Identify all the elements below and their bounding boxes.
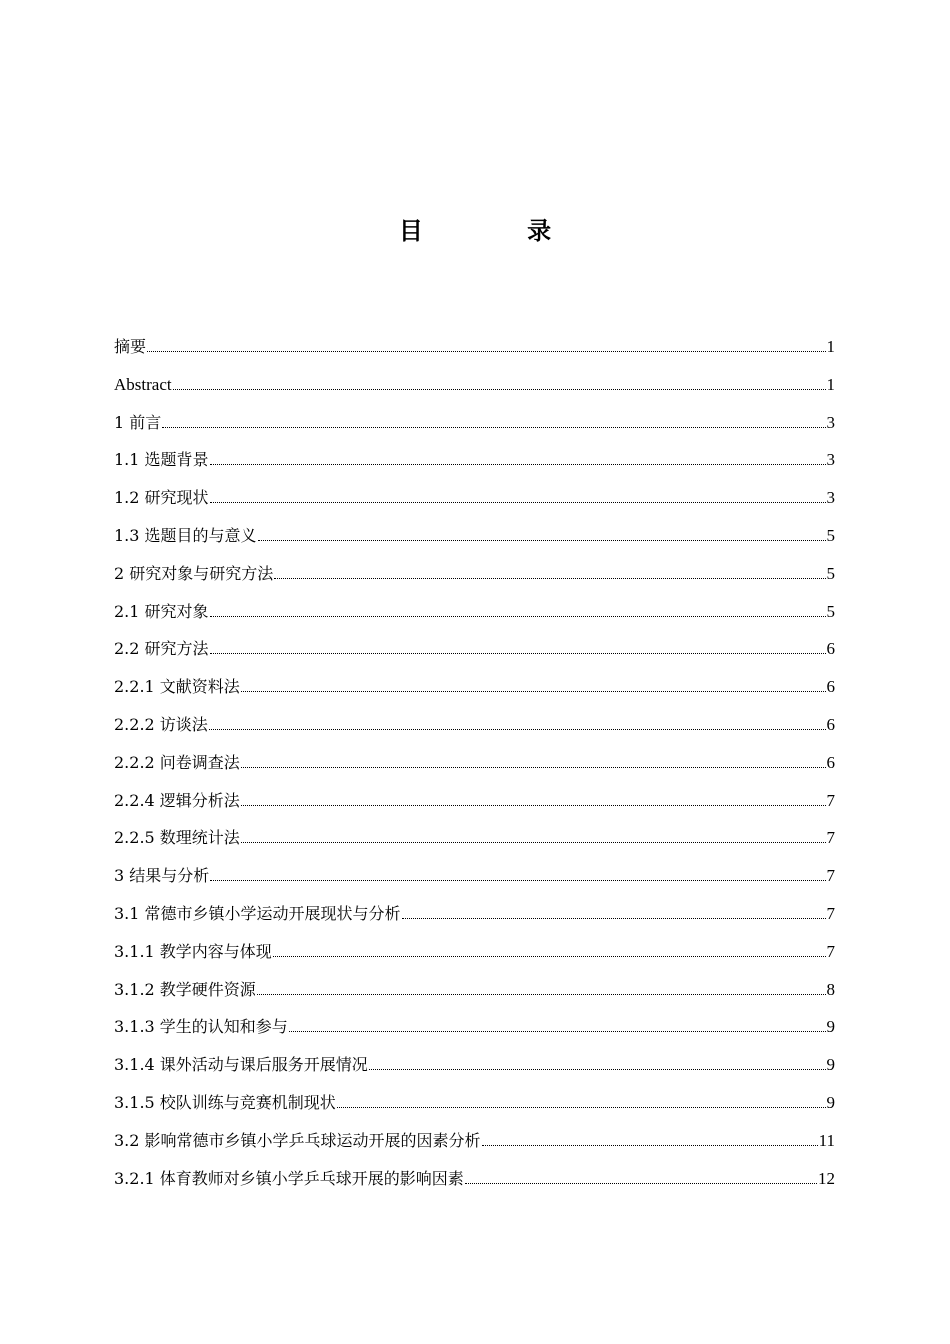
toc-entry[interactable] — [114, 372, 835, 410]
toc-entry-page-number: 1 — [826, 337, 835, 356]
toc-entry-label: 2.2.2 问卷调查法 — [114, 752, 240, 772]
toc-entry-label: Abstract — [114, 374, 172, 394]
toc-entry-label: 3.1.3 学生的认知和参与 — [114, 1017, 288, 1037]
toc-dot-leader — [210, 652, 826, 654]
toc-entry-page-number: 7 — [826, 941, 835, 961]
toc-entry[interactable] — [114, 561, 835, 599]
toc-entry-label: 3.1 常德市乡镇小学运动开展现状与分析 — [114, 903, 401, 923]
toc-entry-page-number: 5 — [826, 601, 835, 621]
toc-entry[interactable] — [114, 750, 835, 788]
toc-entry-page-number: 9 — [826, 1055, 835, 1075]
toc-entry-label: 3 结果与分析 — [114, 866, 210, 886]
toc-entry[interactable] — [114, 939, 835, 977]
toc-entry-label: 摘要 — [114, 337, 147, 356]
toc-dot-leader — [162, 426, 825, 428]
toc-entry-page-number: 1 — [826, 374, 835, 394]
toc-dot-leader — [210, 463, 826, 465]
toc-entry-label: 2.2.1 文献资料法 — [114, 677, 240, 697]
toc-entry-page-number: 7 — [826, 903, 835, 923]
toc-dot-leader — [273, 955, 826, 957]
toc-entry-page-number: 6 — [826, 639, 835, 659]
toc-entry-label: 1.3 选题目的与意义 — [114, 525, 257, 545]
toc-title: 目 录 — [398, 217, 600, 245]
toc-entry[interactable] — [114, 485, 835, 523]
toc-entry-page-number: 5 — [826, 525, 835, 545]
toc-dot-leader — [274, 577, 825, 579]
toc-entry-label: 3.1.5 校队训练与竞赛机制现状 — [114, 1092, 336, 1112]
toc-entry-label: 2.2.2 访谈法 — [114, 714, 208, 734]
toc-entry-label: 1.1 选题背景 — [114, 450, 209, 470]
toc-entry-page-number: 6 — [826, 677, 835, 697]
toc-entry-page-number: 3 — [826, 450, 835, 470]
toc-entry-label: 2.2 研究方法 — [114, 639, 209, 659]
toc-dot-leader — [241, 804, 826, 806]
toc-entry[interactable] — [114, 1052, 835, 1090]
toc-entry[interactable] — [114, 825, 835, 863]
toc-entry[interactable] — [114, 334, 835, 372]
toc-entry[interactable] — [114, 1014, 835, 1052]
toc-entry-page-number: 5 — [826, 563, 835, 583]
toc-entry[interactable] — [114, 977, 835, 1015]
toc-entry-page-number: 7 — [826, 866, 835, 886]
toc-dot-leader — [209, 728, 826, 730]
toc-entry-page-number: 8 — [826, 979, 835, 999]
toc-entry[interactable] — [114, 599, 835, 637]
toc-dot-leader — [257, 993, 826, 995]
toc-dot-leader — [173, 388, 826, 390]
toc-entry[interactable] — [114, 674, 835, 712]
toc-entry[interactable] — [114, 410, 835, 448]
toc-entry[interactable] — [114, 901, 835, 939]
toc-dot-leader — [465, 1182, 817, 1184]
toc-dot-leader — [241, 766, 826, 768]
toc-entry-label: 3.1.4 课外活动与课后服务开展情况 — [114, 1055, 368, 1075]
toc-dot-leader — [210, 615, 826, 617]
toc-entry-label: 2 研究对象与研究方法 — [114, 563, 274, 583]
toc-entry[interactable] — [114, 863, 835, 901]
toc-entry-page-number: 3 — [826, 488, 835, 508]
toc-entry-page-number: 12 — [818, 1168, 835, 1188]
toc-dot-leader — [147, 350, 825, 352]
toc-dot-leader — [289, 1030, 826, 1032]
toc-dot-leader — [210, 501, 826, 503]
toc-entry[interactable] — [114, 523, 835, 561]
toc-entry[interactable] — [114, 788, 835, 826]
toc-dot-leader — [210, 879, 825, 881]
toc-entry-page-number: 7 — [826, 790, 835, 810]
toc-entry-page-number: 7 — [826, 828, 835, 848]
toc-dot-leader — [258, 539, 826, 541]
toc-entry-label: 3.1.2 教学硬件资源 — [114, 979, 256, 999]
toc-entry-label: 2.2.4 逻辑分析法 — [114, 790, 240, 810]
toc-entry-page-number: 9 — [826, 1017, 835, 1037]
toc-entry-label: 1 前言 — [114, 412, 162, 432]
toc-dot-leader — [241, 690, 826, 692]
toc-entry-label: 1.2 研究现状 — [114, 488, 209, 508]
toc-entry-label: 3.1.1 教学内容与体现 — [114, 941, 272, 961]
toc-entry-page-number: 11 — [818, 1130, 835, 1150]
toc-entry[interactable] — [114, 636, 835, 674]
toc-entry-label: 2.1 研究对象 — [114, 601, 209, 621]
toc-entry-page-number: 6 — [826, 714, 835, 734]
toc-entry-label: 2.2.5 数理统计法 — [114, 828, 240, 848]
table-of-contents — [114, 334, 835, 1203]
toc-dot-leader — [369, 1068, 826, 1070]
toc-dot-leader — [402, 917, 826, 919]
toc-entry[interactable] — [114, 1166, 835, 1204]
toc-entry-label: 3.2 影响常德市乡镇小学乒乓球运动开展的因素分析 — [114, 1130, 481, 1150]
toc-entry[interactable] — [114, 447, 835, 485]
toc-entry-page-number: 9 — [826, 1092, 835, 1112]
toc-entry-page-number: 3 — [826, 412, 835, 432]
toc-entry[interactable] — [114, 1128, 835, 1166]
toc-entry-label: 3.2.1 体育教师对乡镇小学乒乓球开展的影响因素 — [114, 1168, 464, 1188]
toc-entry[interactable] — [114, 712, 835, 750]
toc-entry-page-number: 6 — [826, 752, 835, 772]
toc-dot-leader — [482, 1144, 818, 1146]
toc-entry[interactable] — [114, 1090, 835, 1128]
toc-dot-leader — [241, 841, 826, 843]
toc-dot-leader — [337, 1106, 826, 1108]
